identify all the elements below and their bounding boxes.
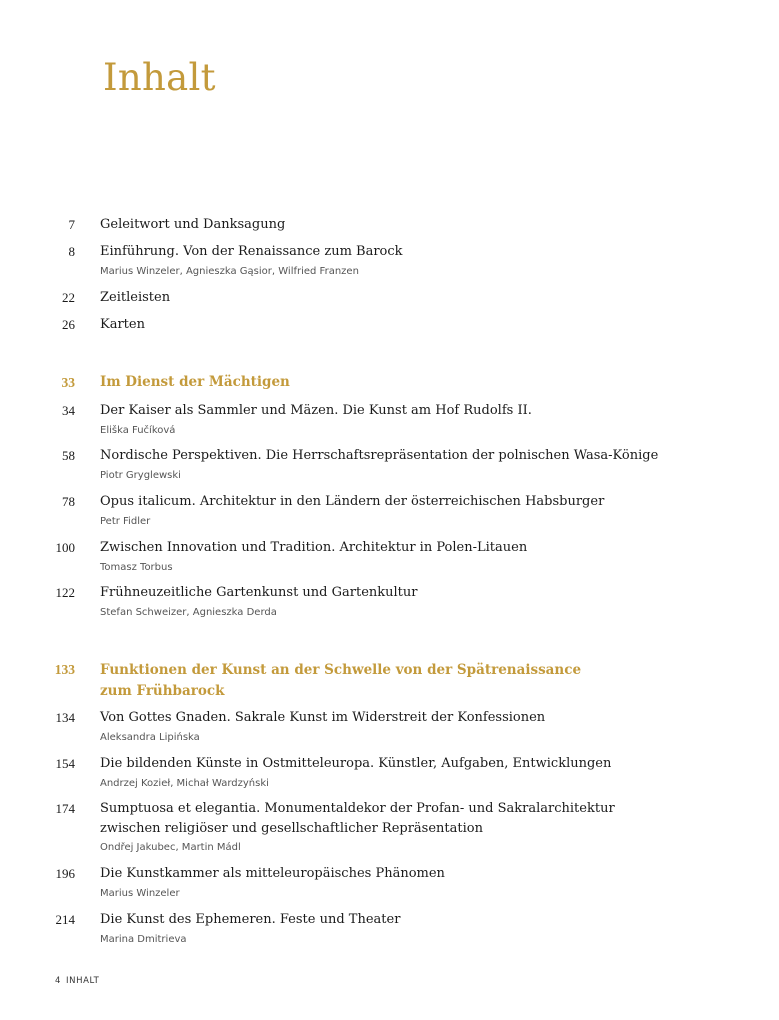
toc-page-number: 58 <box>62 448 75 463</box>
toc-page-number: 122 <box>55 585 75 600</box>
toc-entry-authors: Stefan Schweizer, Agnieszka Derda <box>100 607 277 618</box>
toc-page-number: 196 <box>55 866 75 881</box>
toc-section-title: Funktionen der Kunst an der Schwelle von der Spätrenaissance zum Frühbarock <box>100 662 582 699</box>
page-title: Inhalt <box>103 56 216 99</box>
toc-entry-title: Karten <box>100 317 145 332</box>
toc-entry-title: Die Kunst des Ephemeren. Feste und Theater <box>100 912 401 927</box>
toc-section-page-number: 33 <box>61 375 75 390</box>
toc-entry-title: Zeitleisten <box>100 290 171 305</box>
toc-entry-title: Der Kaiser als Sammler und Mäzen. Die Kunst am Hof Rudolfs II. <box>100 403 532 418</box>
toc-page-number: 154 <box>55 756 75 771</box>
toc-entry-authors: Aleksandra Lipińska <box>100 732 200 743</box>
page-footer <box>55 976 99 986</box>
toc-entry-authors: Marius Winzeler, Agnieszka Gąsior, Wilfried Franzen <box>100 266 359 277</box>
toc-entry-title: Die bildenden Künste in Ostmitteleuropa. Künstler, Aufgaben, Entwicklungen <box>100 756 612 771</box>
toc-page-number: 78 <box>62 494 75 509</box>
toc-section-title: Im Dienst der Mächtigen <box>100 374 290 390</box>
toc-entry-title: Die Kunstkammer als mitteleuropäisches Phänomen <box>100 866 445 881</box>
toc-page-number: 134 <box>55 710 75 725</box>
toc-page-number: 7 <box>68 217 75 232</box>
toc-entry-title: Sumptuosa et elegantia. Monumentaldekor der Profan- und Sakralarchitektur zwischen religiöser und gesellschaftlicher Repräsentation <box>100 801 615 836</box>
toc-entry-authors: Petr Fidler <box>100 516 151 527</box>
toc-entry-authors: Tomasz Torbus <box>100 562 173 573</box>
toc-entry-authors: Marina Dmitrieva <box>100 934 187 945</box>
footer-label: INHALT <box>66 976 100 986</box>
toc-entry-title: Geleitwort und Danksagung <box>100 217 286 232</box>
toc-entry-title: Frühneuzeitliche Gartenkunst und Gartenkultur <box>100 585 418 600</box>
toc-section-page-number: 133 <box>54 662 75 677</box>
toc-entry-authors: Marius Winzeler <box>100 888 180 899</box>
toc-page-number: 174 <box>55 801 75 816</box>
toc-page-number: 100 <box>55 540 75 555</box>
toc-page-number: 26 <box>62 317 75 332</box>
toc-entry-title: Opus italicum. Architektur in den Ländern der österreichischen Habsburger <box>100 494 605 509</box>
footer-page-number: 4 <box>55 976 62 986</box>
toc-page-number: 22 <box>62 290 75 305</box>
toc-entry-title: Von Gottes Gnaden. Sakrale Kunst im Widerstreit der Konfessionen <box>100 710 546 725</box>
toc-page-number: 214 <box>55 912 75 927</box>
toc-entry-title: Zwischen Innovation und Tradition. Architektur in Polen-Litauen <box>100 540 528 555</box>
toc-entry-authors: Eliška Fučíková <box>100 425 176 436</box>
toc-entry-authors: Piotr Gryglewski <box>100 470 181 481</box>
toc-page-number: 34 <box>62 403 75 418</box>
toc-page-number: 8 <box>68 244 75 259</box>
toc-entry-authors: Andrzej Kozieł, Michał Wardzyński <box>100 778 269 789</box>
toc-entry-title: Nordische Perspektiven. Die Herrschaftsrepräsentation der polnischen Wasa-Könige <box>100 448 659 463</box>
toc-entry-authors: Ondřej Jakubec, Martin Mádl <box>100 842 241 853</box>
toc-entry-title: Einführung. Von der Renaissance zum Barock <box>100 244 403 259</box>
